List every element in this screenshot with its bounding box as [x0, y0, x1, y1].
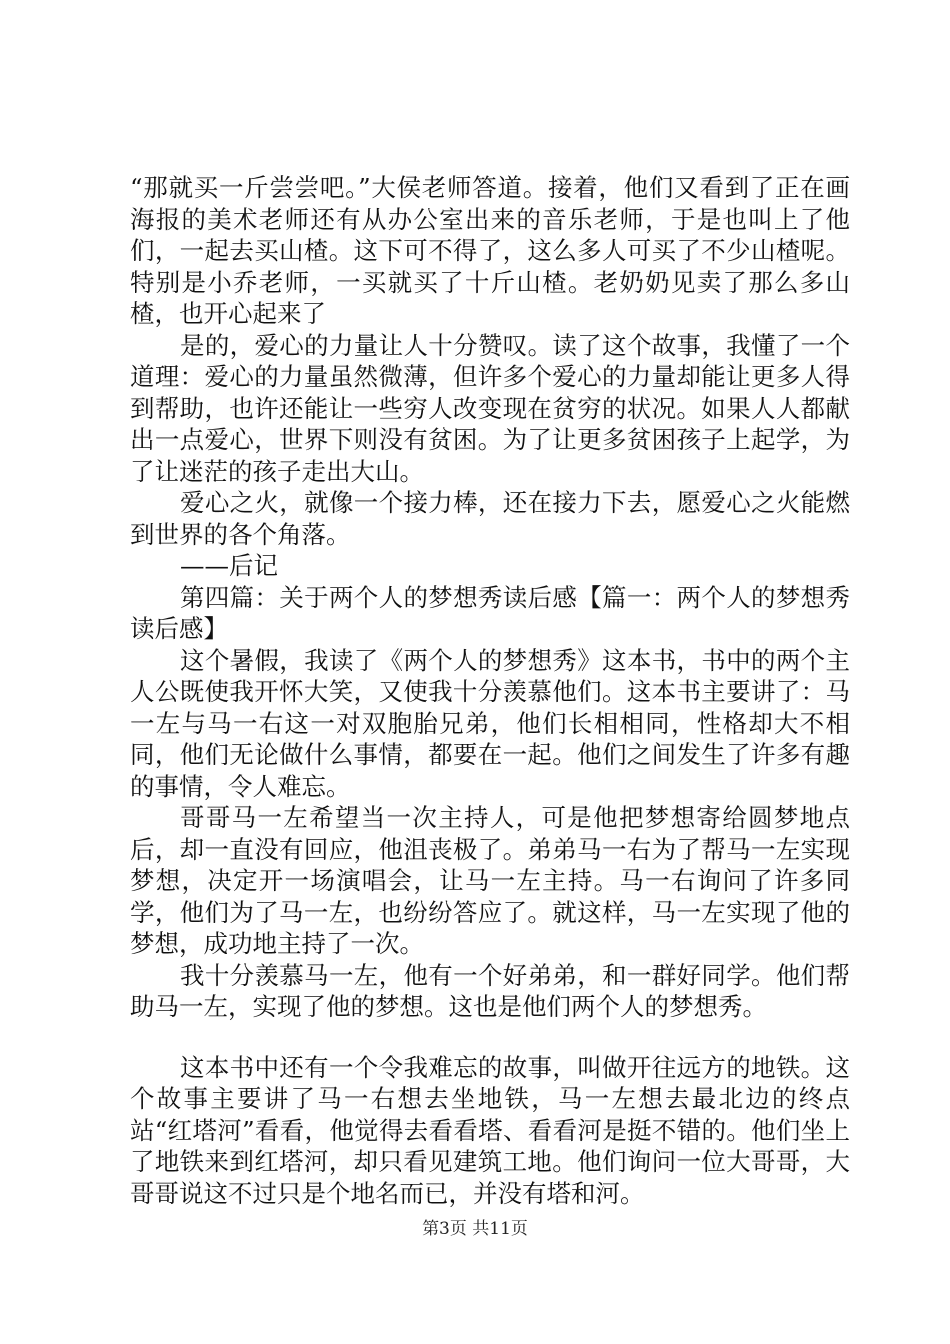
paragraph-6: 哥哥马一左希望当一次主持人，可是他把梦想寄给圆梦地点后，却一直没有回应，他沮丧极了。弟弟马一右为了帮马一左实现梦想，决定开一场演唱会，让马一左主持。马一右询问了许多同学，他们为了马一左，也纷纷答应了。就这样，马一左实现了他的梦想，成功地主持了一次。 [130, 803, 850, 958]
paragraph-3: 爱心之火，就像一个接力棒，还在接力下去，愿爱心之火能燃到世界的各个角落。 [130, 488, 850, 549]
document-body [130, 172, 850, 1209]
paragraph-8: 这本书中还有一个令我难忘的故事，叫做开往远方的地铁。这个故事主要讲了马一右想去坐地铁，马一左想去最北边的终点站“红塔河”看看，他觉得去看看塔、看看河是挺不错的。他们坐上了地铁来到红塔河，却只看见建筑工地。他们询问一位大哥哥，大哥哥说这不过只是个地名而已，并没有塔和河。 [130, 1052, 850, 1208]
section-heading: 第四篇：关于两个人的梦想秀读后感【篇一：两个人的梦想秀读后感】 [130, 582, 850, 643]
paragraph-5: 这个暑假，我读了《两个人的梦想秀》这本书，书中的两个主人公既使我开怀大笑，又使我十分羡慕他们。这本书主要讲了：马一左与马一右这一对双胞胎兄弟，他们长相相同，性格却大不相同，他们无论做什么事情，都要在一起。他们之间发生了许多有趣的事情，令人难忘。 [130, 645, 850, 801]
page-footer: 第3页 共11页 [422, 1219, 528, 1239]
signature-line: ——后记 [180, 551, 278, 580]
paragraph-1: “那就买一斤尝尝吧。”大侯老师答道。接着，他们又看到了正在画海报的美术老师还有从办公室出来的音乐老师，于是也叫上了他们，一起去买山楂。这下可不得了，这么多人可买了不少山楂呢。特别是小乔老师，一买就买了十斤山楂。老奶奶见卖了那么多山楂，也开心起来了 [130, 173, 850, 328]
paragraph-7: 我十分羡慕马一左，他有一个好弟弟，和一群好同学。他们帮助马一左，实现了他的梦想。这也是他们两个人的梦想秀。 [130, 960, 850, 1021]
paragraph-gap [130, 1023, 850, 1052]
paragraph-2: 是的，爱心的力量让人十分赞叹。读了这个故事，我懂了一个道理：爱心的力量虽然微薄，但许多个爱心的力量却能让更多人得到帮助，也许还能让一些穷人改变现在贫穷的状况。如果人人都献出一点爱心，世界下则没有贫困。为了让更多贫困孩子上起学，为了让迷茫的孩子走出大山。 [130, 330, 850, 486]
